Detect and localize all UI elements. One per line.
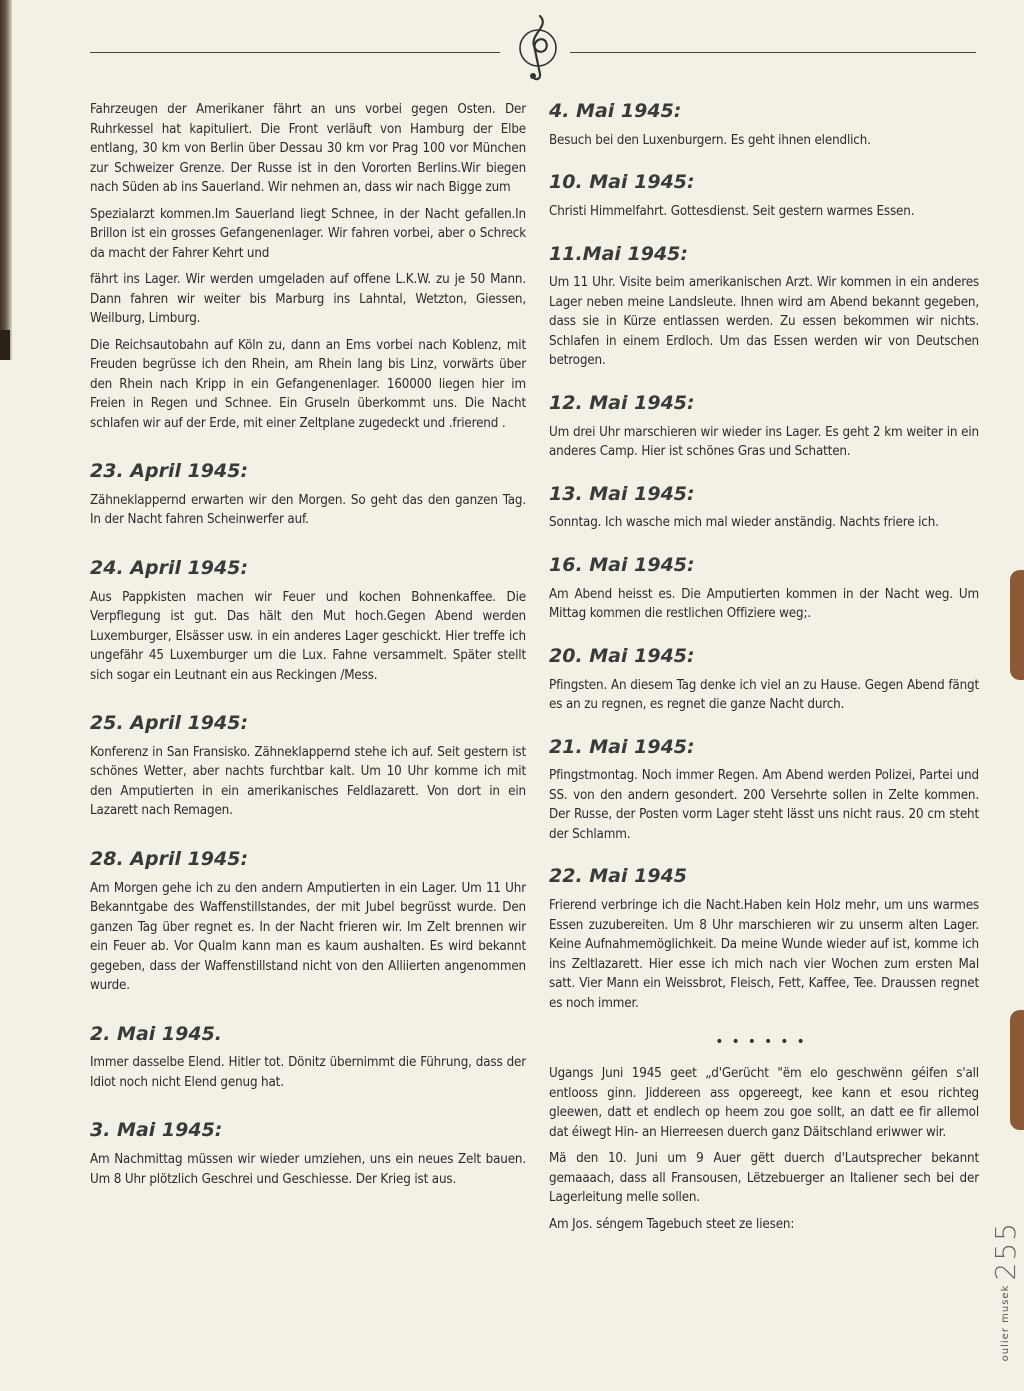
diary-entry [90, 460, 526, 530]
entry-paragraph: Am Nachmittag müssen wir wieder umziehen, uns ein neues Zelt bauen. Um 8 Uhr plötzlich Geschrei und Geschiesse. Der Krieg ist aus. [90, 1152, 526, 1187]
header-rule-right [570, 52, 976, 53]
entry-paragraph: Um 11 Uhr. Visite beim amerikanischen Arzt. Wir kommen in ein anderes Lager neben meine Landsleute. Ihnen wird am Abend bekannt gegeben, dass sie in Kürze entlassen werden. Zu essen bekommen wir nichts. Schlafen in einem Erdloch. Um das Essen werden wir von Deutschen betrogen. [549, 275, 979, 369]
entry-date: 16. Mai 1945: [549, 553, 695, 576]
entry-paragraph: Pfingstmontag. Noch immer Regen. Am Abend werden Polizei, Partei und SS. von den andern gesondert. 200 Versehrte sollen in Zelte kommen. Der Russe, der Posten vorm Lager steht lässt uns nicht raus. 20 cm steht der Schlamm. [549, 768, 979, 842]
page-number: 255 [989, 1220, 1022, 1281]
entry-paragraph: Sonntag. Ich wasche mich mal wieder anständig. Nachts friere ich. [549, 515, 939, 531]
diary-entry [90, 1119, 526, 1189]
entry-paragraph: Die Reichsautobahn auf Köln zu, dann an Ems vorbei nach Koblenz, mit Freuden begrüsse ich den Rhein, am Rhein lang bis Linz, vorwärts über den Rhein nach Kripp in ein Gefangenenlager. 160000 liegen hier im Freien in Regen und Schnee. Ein Gruseln überkommt uns. Die Nacht schlafen wir auf der Erde, mit einer Zeltplane zugedeckt und .frierend . [90, 337, 526, 431]
entry-date: 4. Mai 1945: [549, 100, 682, 122]
entry-date: 11.Mai 1945: [549, 242, 688, 265]
diary-entry [549, 243, 979, 371]
entry-paragraph: Besuch bei den Luxenburgern. Es geht ihnen elendlich. [549, 132, 871, 148]
entry-date: 20. Mai 1945: [549, 644, 695, 667]
journal-name: oulier musek [1000, 1284, 1011, 1361]
entry-date: 23. April 1945: [90, 460, 249, 482]
page-edge-tab [1010, 570, 1024, 680]
left-column [90, 100, 526, 1196]
entry-paragraph: Um drei Uhr marschieren wir wieder ins Lager. Es geht 2 km weiter in ein anderes Camp. Hier ist schönes Gras und Schatten. [549, 424, 979, 460]
diary-entry [549, 1064, 979, 1234]
diary-entry [90, 712, 526, 821]
entry-date: 3. Mai 1945: [90, 1119, 223, 1142]
entry-date: 28. April 1945: [90, 847, 249, 870]
diary-entry [549, 645, 979, 715]
entry-date: 21. Mai 1945: [549, 735, 695, 758]
separator [549, 1034, 979, 1050]
entry-paragraph: Immer dasselbe Elend. Hitler tot. Dönitz übernimmt die Führung, dass der Idiot noch nicht Elend genug hat. [90, 1055, 526, 1090]
entry-date: 12. Mai 1945: [549, 391, 695, 414]
entry-paragraph: Konferenz in San Fransisko. Zähneklappernd stehe ich auf. Seit gestern ist schönes Wetter, aber nachts furchtbar kalt. Um 10 Uhr komme ich mit den Amputierten in ein amerikanisches Feldlazarett. Von dort in ein Lazarett nach Remagen. [90, 744, 526, 819]
diary-entry [549, 171, 979, 221]
entry-date: 22. Mai 1945 [549, 865, 688, 888]
right-column [549, 100, 979, 1241]
entry-paragraph: Spezialarzt kommen.Im Sauerland liegt Schnee, in der Nacht gefallen.In Brillon ist ein grosses Gefangenenlager. Wir fahren vorbei, aber o Schreck da macht der Fahrer Kehrt und [90, 206, 526, 261]
entry-paragraph: Fahrzeugen der Amerikaner fährt an uns vorbei gegen Osten. Der Ruhrkessel hat kapituliert. Die Front verläuft von Hamburg der Elbe entlang, 30 km von Berlin über Dessau 30 km vor Prag 100 vor München zur Schweizer Grenze. Der Russe ist in den Vororten Berlins.Wir biegen nach Süden ab ins Sauerland. Wir nehmen an, dass wir nach Bigge zum [90, 102, 526, 195]
diary-entry [549, 736, 979, 845]
entry-paragraph: Ugangs Juni 1945 geet „d'Gerücht "ëm elo geschwënn géifen s'all entlooss ginn. Jiddereen ass opgereegt, kee kann et esou richteg gleewen, datt et endlech op heem zou goe sollt, an datt ee fir allemol dat éiwegt Hin- an Hierreesen duerch ganz Däitschland eriwwer wir. [549, 1066, 979, 1140]
entry-paragraph: Am Abend heisst es. Die Amputierten kommen in der Nacht weg. Um Mittag kommen die restlichen Offiziere weg;. [549, 586, 979, 622]
page-footer [989, 1221, 1022, 1361]
diary-entry [549, 483, 979, 533]
diary-entry [549, 865, 979, 1013]
entry-paragraph: Pfingsten. An diesem Tag denke ich viel an zu Hause. Gegen Abend fängt es an zu regnen, es regnet die ganze Nacht durch. [549, 677, 979, 713]
entry-date: 10. Mai 1945: [549, 171, 695, 194]
entry-date: 24. April 1945: [90, 556, 249, 579]
entry-paragraph: Mä den 10. Juni um 9 Auer gëtt duerch d'Lautsprecher bekannt gemaaach, dass all Fransousen, Lëtzebuerger an Italiener sech bei der Lagerleitung melle sollen. [549, 1151, 979, 1206]
entry-date: 13. Mai 1945: [549, 482, 695, 505]
entry-paragraph: Frierend verbringe ich die Nacht.Haben kein Holz mehr, um uns warmes Essen zuzubereiten. Um 8 Uhr marschieren wir zu unserm alten Lager. Keine Aufnahmemöglichkeit. Da meine Wunde wieder auf ist, komme ich ins Zeltlazarett. Hier esse ich mich nach vier Wochen zum ersten Mal satt. Vier Mann ein Weissbrot, Fleisch, Fett, Kaffee, Tee. Draussen regnet es noch immer. [549, 898, 979, 1011]
diary-entry [90, 1023, 526, 1093]
diary-entry [90, 848, 526, 996]
entry-paragraph: fährt ins Lager. Wir werden umgeladen auf offene L.K.W. zu je 50 Mann. Dann fahren wir weiter bis Marburg ins Lahntal, Wetzton, Giessen, Weilburg, Limburg. [90, 272, 526, 326]
diary-entry [549, 554, 979, 624]
page-edge-tab [1010, 1010, 1024, 1130]
entry-paragraph: Am Jos. séngem Tagebuch steet ze liesen: [549, 1216, 795, 1232]
header-rule-left [90, 52, 500, 53]
diary-entry [90, 557, 526, 685]
entry-date: 2. Mai 1945. [90, 1022, 223, 1045]
separator-dots: •••••• [715, 1034, 813, 1051]
diary-entry [549, 392, 979, 462]
diary-entry [90, 100, 526, 433]
entry-paragraph: Am Morgen gehe ich zu den andern Amputierten in ein Lager. Um 11 Uhr Bekanntgabe des Waffenstillstandes, der mit Jubel begrüsst wurde. Den ganzen Tag über regnet es. In der Nacht frieren wir. Im Zelt brennen wir ein Feuer ab. Vor Qualm kann man es kaum aushalten. Es wird bekannt gegeben, dass der Waffenstillstand nicht von den Alliierten angenommen wurde. [90, 880, 526, 994]
entry-paragraph: Aus Pappkisten machen wir Feuer und kochen Bohnenkaffee. Die Verpflegung ist gut. Das hält den Mut hoch.Gegen Abend werden Luxemburger, Elsässer usw. in ein anderes Lager geschickt. Hier treffe ich ungefähr 45 Luxemburger um die Lux. Fahne versammelt. Später stellt sich sogar ein Leutnant ein aus Reckingen /Mess. [90, 589, 526, 683]
book-spine-edge [0, 330, 10, 360]
treble-clef-icon [510, 8, 566, 84]
book-spine-shadow [0, 0, 12, 360]
entry-date: 25. April 1945: [90, 712, 249, 735]
entry-paragraph: Zähneklappernd erwarten wir den Morgen. So geht das den ganzen Tag. In der Nacht fahren Scheinwerfer auf. [90, 492, 526, 528]
entry-paragraph: Christi Himmelfahrt. Gottesdienst. Seit gestern warmes Essen. [549, 204, 915, 220]
diary-entry [549, 100, 979, 150]
